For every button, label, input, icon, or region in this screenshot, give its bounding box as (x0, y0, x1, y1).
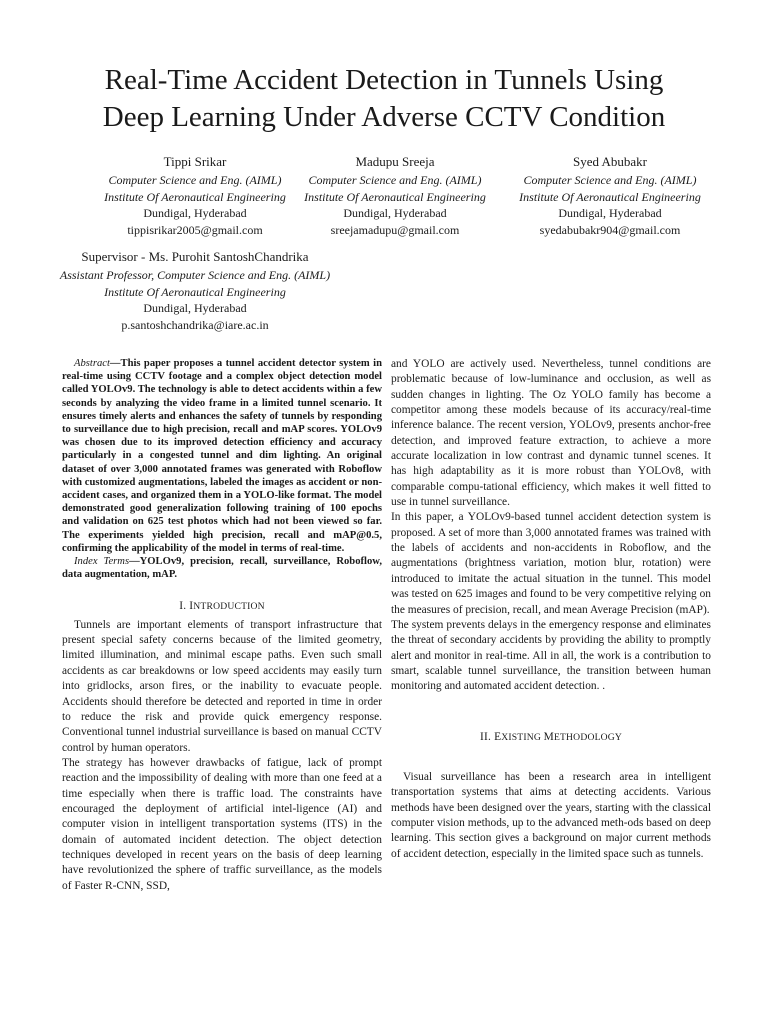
author-location: Dundigal, Hyderabad (343, 206, 447, 221)
intro-paragraph-3: and YOLO are actively used. Nevertheless, tunnel conditions are problematic because of low-luminance and occlusion, as well as sudden changes in lighting. The Oz YOLO family has become a competitor among these models because of its accuracy/real-time inference balance. The recent version, YOLOv9, presents anchor-free detection, and improved feature extraction, to achieve a more accurate localization in low contrast and dynamic tunnel scenes. It has high adaptability as it is more robust than YOLOv8, with comparable compu-tational efficiency, which makes it well fitted to use in tunnel surveillance. (391, 358, 711, 509)
supervisor-email: p.santoshchandrika@iare.ac.in (121, 318, 269, 333)
author-institute: Institute Of Aeronautical Engineering (104, 189, 286, 204)
intro-paragraph-2: The strategy has however drawbacks of fatigue, lack of prompt reaction and the impossibility of dealing with more than one feed at a time especially when there is traffic load. The constraints have encouraged the deployment of artificial intel-ligence (AI) and computer vision in intelligent transportation systems (ITS) in the domain of automated incident detection. The object detection techniques developed in recent years on the basis of deep learning have revolutionized the sphere of traffic surveillance, as the models of Faster R-CNN, SSD, (62, 756, 382, 892)
intro-paragraph-1: Tunnels are important elements of transport infrastructure that present special safety concerns because of the limited geometry, limited illumination, and minimal escape paths. Even such small accidents as car breakdowns or low speed accidents may easily turn into gridlocks, arson fires, or the inability to evacuate people. Accidents should therefore be detected and reported in time in order to reduce the risk and provide quick emergency response. Conventional tunnel industrial surveillance is based on manual CCTV control by human operators. (62, 618, 382, 754)
intro-paragraph-4: In this paper, a YOLOv9-based tunnel accident detection system is proposed. A set of more than 3,000 annotated frames was trained with the labels of accidents and non-accidents in Roboflow, and the augmentations (brightness variation, motion blur, rotation) were introduced to imitate the actual situation in the tunnel. This model was tested on 625 images and found to be very competitive relying on the measures of precision, recall, and mean Average Precision (mAP). (391, 511, 711, 616)
author-email: syedabubakr904@gmail.com (539, 223, 681, 238)
abstract-text: —This paper proposes a tunnel accident detector system in real-time using CCTV footage and a complex object detection model called YOLOv9. The technology is able to detect accidents within a few seconds by analyzing the video frame in a limited tunnel scenario. It ensures timely alerts and enhances the safety of tunnels by responding to surveillance due to high precision, recall and mAP scores. YOLOv9 was chosen due to its improved detection efficiency and accuracy particularly in a congested tunnel and dim lighting. An original dataset of over 3,000 annotated frames was generated with Roboflow with customized augmentations, labeled the images as accident or non-accident cases, and organized them in a YOLO-like format. The model demonstrated good generalization following training of 100 epochs and validation on 625 test photos which had not been viewed so far. The experiments yielded high precision, recall and mAP@0.5, confirming the applicability of the model in terms of real-time. (62, 358, 382, 554)
author-name: Tippi Srikar (163, 154, 227, 169)
left-column (62, 357, 382, 894)
author-institute: Institute Of Aeronautical Engineering (519, 189, 701, 204)
author-department: Computer Science and Eng. (AIML) (108, 172, 282, 187)
abstract-lead: Abstract (74, 358, 110, 369)
section-heading-introduction: I. INTRODUCTION (179, 600, 265, 613)
section-heading-existing-methodology: II. EXISTING METHODOLOGY (479, 730, 623, 743)
author-department: Computer Science and Eng. (AIML) (308, 172, 482, 187)
author-name: Syed Abubakr (572, 154, 648, 169)
author-email: sreejamadupu@gmail.com (330, 223, 460, 238)
author-department: Computer Science and Eng. (AIML) (523, 172, 697, 187)
methodology-paragraph-1: Visual surveillance has been a research area in intelligent transportation systems that aims at detecting accidents. Various methods have been designed over the years, starting with the classical computer vision methods, up to the advanced meth-ods based on deep learning. This section gives a background on major current methods of accident detection, especially in the limited space such as tunnels. (391, 770, 711, 860)
intro-paragraph-5: The system prevents delays in the emergency response and eliminates the threat of secondary accidents by providing the ability to promptly alert and monitor in real-time. All in all, the work is a contribution to smart, scalable tunnel surveillance, the transition between human monitoring and automated accident detection. . (391, 618, 711, 693)
supervisor-institute: Institute Of Aeronautical Engineering (104, 284, 286, 299)
author-email: tippisrikar2005@gmail.com (127, 223, 263, 238)
author-block-3 (475, 154, 745, 239)
title-line-1: Real-Time Accident Detection in Tunnels Using (104, 64, 664, 96)
supervisor-block (55, 249, 335, 334)
index-terms-text: —YOLOv9, precision, recall, surveillance, Roboflow, data augmentation, mAP. (62, 556, 382, 581)
index-terms-lead: Index Terms (74, 556, 130, 568)
author-name: Madupu Sreeja (355, 154, 435, 169)
author-location: Dundigal, Hyderabad (558, 206, 662, 221)
abstract (62, 357, 382, 555)
supervisor-department: Assistant Professor, Computer Science and Eng. (AIML) (59, 267, 331, 282)
supervisor-location: Dundigal, Hyderabad (143, 301, 247, 316)
right-column (391, 357, 711, 862)
paper-title (40, 62, 728, 136)
author-institute: Institute Of Aeronautical Engineering (304, 189, 486, 204)
supervisor-name: Supervisor - Ms. Purohit SantoshChandrika (81, 249, 309, 264)
title-line-2: Deep Learning Under Adverse CCTV Condition (102, 101, 666, 133)
author-location: Dundigal, Hyderabad (143, 206, 247, 221)
index-terms (62, 555, 382, 581)
